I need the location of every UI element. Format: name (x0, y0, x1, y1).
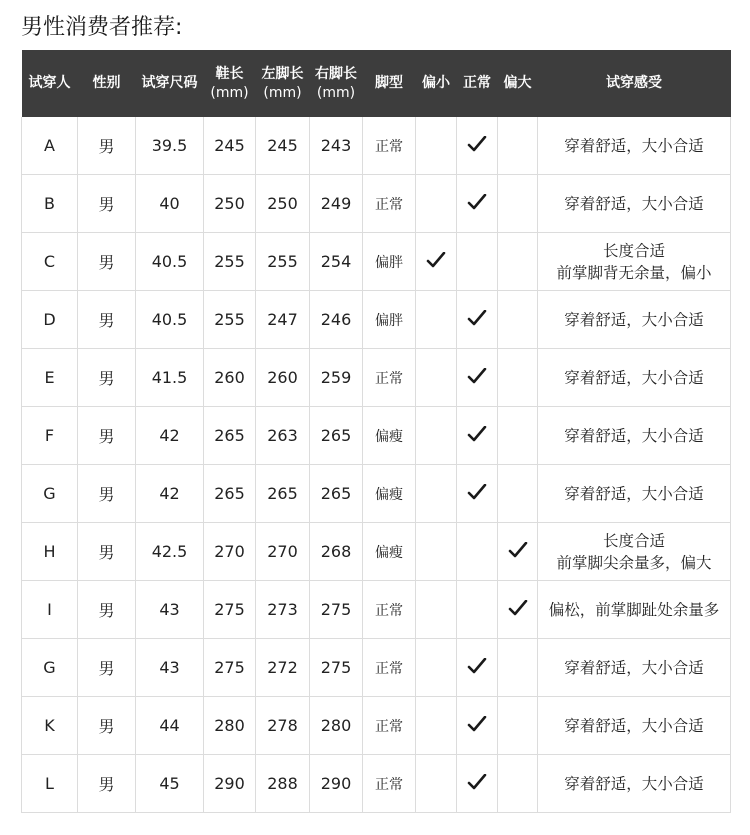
right-foot-cell: 290 (310, 755, 363, 813)
tester-cell: G (22, 639, 78, 697)
table-row (22, 639, 731, 697)
feedback-line: 穿着舒适，大小合适 (564, 426, 704, 445)
header-tester: 试穿人 (22, 50, 78, 117)
check-mark-icon (467, 310, 487, 326)
shoe-length-cell: 255 (204, 291, 256, 349)
fit-normal-cell (457, 117, 498, 175)
fit-large-cell (498, 233, 538, 291)
feedback-cell (538, 697, 731, 755)
table-row (22, 465, 731, 523)
fit-large-cell (498, 291, 538, 349)
header-left-foot-label: 左脚长 (261, 65, 304, 82)
gender-cell: 男 (78, 523, 136, 581)
gender-cell: 男 (78, 639, 136, 697)
table-row (22, 175, 731, 233)
fit-small-cell (416, 639, 457, 697)
shoe-length-cell: 290 (204, 755, 256, 813)
table-row (22, 581, 731, 639)
check-mark-icon (467, 484, 487, 500)
header-large: 偏大 (498, 50, 538, 117)
table-row (22, 407, 731, 465)
tester-cell: B (22, 175, 78, 233)
right-foot-cell: 254 (310, 233, 363, 291)
header-row (22, 50, 731, 117)
shoe-length-cell: 250 (204, 175, 256, 233)
foot-shape-cell: 正常 (363, 349, 416, 407)
gender-cell: 男 (78, 233, 136, 291)
fit-normal-cell (457, 697, 498, 755)
left-foot-cell: 273 (256, 581, 310, 639)
fit-large-cell (498, 697, 538, 755)
feedback-line: 前掌脚尖余量多，偏大 (556, 553, 712, 572)
check-mark-icon (467, 716, 487, 732)
tester-cell: I (22, 581, 78, 639)
tester-cell: D (22, 291, 78, 349)
check-mark-icon (467, 136, 487, 152)
tester-cell: F (22, 407, 78, 465)
tester-cell: L (22, 755, 78, 813)
shoe-length-cell: 275 (204, 639, 256, 697)
check-mark-icon (467, 368, 487, 384)
foot-shape-cell: 正常 (363, 117, 416, 175)
fit-normal-cell (457, 407, 498, 465)
foot-shape-cell: 偏瘦 (363, 407, 416, 465)
feedback-line: 穿着舒适，大小合适 (564, 658, 704, 677)
fit-small-cell (416, 581, 457, 639)
check-mark-icon (467, 658, 487, 674)
check-mark-icon (467, 426, 487, 442)
check-mark-icon (508, 542, 528, 558)
trial-size-cell: 41.5 (136, 349, 204, 407)
fit-large-cell (498, 755, 538, 813)
feedback-line: 穿着舒适，大小合适 (564, 194, 704, 213)
trial-size-cell: 40.5 (136, 233, 204, 291)
shoe-length-cell: 245 (204, 117, 256, 175)
feedback-line: 长度合适 (602, 241, 665, 260)
check-mark-icon (467, 774, 487, 790)
left-foot-cell: 255 (256, 233, 310, 291)
foot-shape-cell: 正常 (363, 697, 416, 755)
feedback-line: 偏松，前掌脚趾处余量多 (548, 600, 720, 619)
header-shoe-length-unit: (mm) (210, 84, 249, 101)
fit-normal-cell (457, 349, 498, 407)
fit-large-cell (498, 349, 538, 407)
fit-large-cell (498, 407, 538, 465)
foot-shape-cell: 偏胖 (363, 233, 416, 291)
header-left-foot-unit: (mm) (263, 84, 302, 101)
table-header (22, 50, 731, 117)
header-right-foot (310, 50, 363, 117)
table-body (22, 117, 731, 813)
fit-large-cell (498, 523, 538, 581)
header-right-foot-label: 右脚长 (315, 65, 357, 82)
fit-small-cell (416, 233, 457, 291)
feedback-line: 长度合适 (602, 531, 665, 550)
left-foot-cell: 265 (256, 465, 310, 523)
trial-size-cell: 45 (136, 755, 204, 813)
tester-cell: E (22, 349, 78, 407)
header-small: 偏小 (416, 50, 457, 117)
feedback-cell (538, 175, 731, 233)
left-foot-cell: 263 (256, 407, 310, 465)
right-foot-cell: 275 (310, 639, 363, 697)
gender-cell: 男 (78, 349, 136, 407)
fit-small-cell (416, 523, 457, 581)
feedback-cell (538, 117, 731, 175)
feedback-line: 穿着舒适，大小合适 (564, 136, 704, 155)
feedback-line: 穿着舒适，大小合适 (564, 484, 704, 503)
feedback-cell (538, 755, 731, 813)
fit-test-table (21, 50, 731, 813)
foot-shape-cell: 正常 (363, 175, 416, 233)
right-foot-cell: 246 (310, 291, 363, 349)
tester-cell: G (22, 465, 78, 523)
header-left-foot (256, 50, 310, 117)
foot-shape-cell: 正常 (363, 755, 416, 813)
right-foot-cell: 268 (310, 523, 363, 581)
foot-shape-cell: 正常 (363, 581, 416, 639)
feedback-cell (538, 581, 731, 639)
feedback-line: 穿着舒适，大小合适 (564, 774, 704, 793)
header-right-foot-unit: (mm) (316, 84, 356, 101)
fit-normal-cell (457, 233, 498, 291)
fit-large-cell (498, 465, 538, 523)
feedback-cell (538, 233, 731, 291)
right-foot-cell: 249 (310, 175, 363, 233)
fit-small-cell (416, 407, 457, 465)
shoe-length-cell: 270 (204, 523, 256, 581)
left-foot-cell: 278 (256, 697, 310, 755)
right-foot-cell: 280 (310, 697, 363, 755)
header-gender: 性别 (78, 50, 136, 117)
trial-size-cell: 42 (136, 465, 204, 523)
header-shoe-length (204, 50, 256, 117)
header-foot-shape: 脚型 (363, 50, 416, 117)
left-foot-cell: 272 (256, 639, 310, 697)
right-foot-cell: 243 (310, 117, 363, 175)
table-row (22, 233, 731, 291)
feedback-cell (538, 465, 731, 523)
fit-large-cell (498, 117, 538, 175)
shoe-length-cell: 260 (204, 349, 256, 407)
gender-cell: 男 (78, 117, 136, 175)
gender-cell: 男 (78, 465, 136, 523)
fit-small-cell (416, 465, 457, 523)
left-foot-cell: 288 (256, 755, 310, 813)
foot-shape-cell: 正常 (363, 639, 416, 697)
table-row (22, 117, 731, 175)
feedback-cell (538, 349, 731, 407)
gender-cell: 男 (78, 291, 136, 349)
trial-size-cell: 42 (136, 407, 204, 465)
left-foot-cell: 270 (256, 523, 310, 581)
check-mark-icon (426, 252, 446, 268)
right-foot-cell: 265 (310, 407, 363, 465)
fit-small-cell (416, 175, 457, 233)
header-normal: 正常 (457, 50, 498, 117)
header-shoe-length-label: 鞋长 (215, 65, 244, 82)
shoe-length-cell: 280 (204, 697, 256, 755)
trial-size-cell: 42.5 (136, 523, 204, 581)
left-foot-cell: 247 (256, 291, 310, 349)
fit-large-cell (498, 639, 538, 697)
feedback-line: 前掌脚背无余量，偏小 (556, 263, 712, 282)
fit-normal-cell (457, 465, 498, 523)
feedback-line: 穿着舒适，大小合适 (564, 368, 704, 387)
gender-cell: 男 (78, 581, 136, 639)
trial-size-cell: 40.5 (136, 291, 204, 349)
foot-shape-cell: 偏胖 (363, 291, 416, 349)
gender-cell: 男 (78, 755, 136, 813)
trial-size-cell: 39.5 (136, 117, 204, 175)
feedback-cell (538, 639, 731, 697)
table-row (22, 697, 731, 755)
right-foot-cell: 275 (310, 581, 363, 639)
shoe-length-cell: 275 (204, 581, 256, 639)
header-feedback: 试穿感受 (538, 50, 731, 117)
table-row (22, 349, 731, 407)
fit-small-cell (416, 349, 457, 407)
feedback-line: 穿着舒适，大小合适 (564, 716, 704, 735)
trial-size-cell: 43 (136, 581, 204, 639)
shoe-length-cell: 255 (204, 233, 256, 291)
gender-cell: 男 (78, 175, 136, 233)
feedback-line: 穿着舒适，大小合适 (564, 310, 704, 329)
check-mark-icon (467, 194, 487, 210)
table-row (22, 523, 731, 581)
fit-normal-cell (457, 291, 498, 349)
shoe-length-cell: 265 (204, 407, 256, 465)
fit-normal-cell (457, 175, 498, 233)
check-mark-icon (508, 600, 528, 616)
fit-normal-cell (457, 581, 498, 639)
header-trial-size: 试穿尺码 (136, 50, 204, 117)
shoe-length-cell: 265 (204, 465, 256, 523)
fit-small-cell (416, 117, 457, 175)
tester-cell: H (22, 523, 78, 581)
gender-cell: 男 (78, 407, 136, 465)
right-foot-cell: 259 (310, 349, 363, 407)
fit-normal-cell (457, 755, 498, 813)
tester-cell: A (22, 117, 78, 175)
trial-size-cell: 43 (136, 639, 204, 697)
left-foot-cell: 250 (256, 175, 310, 233)
page-title: 男性消费者推荐: (21, 15, 183, 40)
table-row (22, 291, 731, 349)
table-row (22, 755, 731, 813)
fit-small-cell (416, 755, 457, 813)
gender-cell: 男 (78, 697, 136, 755)
trial-size-cell: 40 (136, 175, 204, 233)
fit-small-cell (416, 291, 457, 349)
right-foot-cell: 265 (310, 465, 363, 523)
left-foot-cell: 245 (256, 117, 310, 175)
foot-shape-cell: 偏瘦 (363, 523, 416, 581)
feedback-cell (538, 291, 731, 349)
fit-normal-cell (457, 639, 498, 697)
fit-small-cell (416, 697, 457, 755)
left-foot-cell: 260 (256, 349, 310, 407)
fit-large-cell (498, 175, 538, 233)
tester-cell: C (22, 233, 78, 291)
fit-large-cell (498, 581, 538, 639)
foot-shape-cell: 偏瘦 (363, 465, 416, 523)
tester-cell: K (22, 697, 78, 755)
feedback-cell (538, 523, 731, 581)
trial-size-cell: 44 (136, 697, 204, 755)
feedback-cell (538, 407, 731, 465)
fit-normal-cell (457, 523, 498, 581)
